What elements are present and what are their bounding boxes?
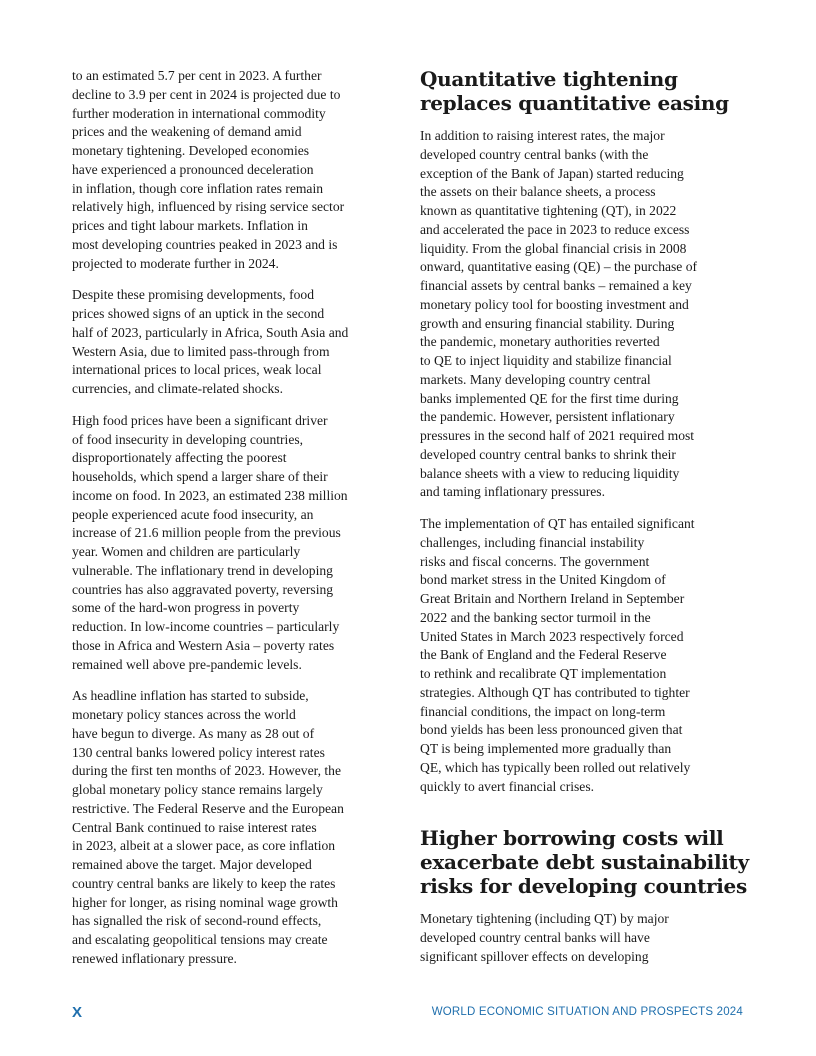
running-footer-title: WORLD ECONOMIC SITUATION AND PROSPECTS 2024 — [431, 1006, 743, 1018]
paragraph: The implementation of QT has entailed significant challenges, including financial instability risks and fiscal concerns. The government bond market stress in the United Kingdom of Great Britain and Northern Ireland in September 2022 and the banking sector turmoil in the United States in March 2023 respectively forced the Bank of England and the Federal Reserve to rethink and recalibrate QT implementation strategies. Although QT has contributed to tighter financial conditions, the impact on long-term bond yields has been less pronounced given that QT is being implemented more gradually than QE, which has typically been rolled out relatively quickly to avert financial crises. — [420, 516, 695, 794]
section-heading-borrowing-costs: Higher borrowing costs will exacerbate debt sustainability risks for developing countries — [420, 826, 749, 899]
section-heading-quantitative-tightening: Quantitative tightening replaces quantitative easing — [420, 67, 729, 115]
paragraph: High food prices have been a significant driver of food insecurity in developing countries, disproportionately affecting the poorest households, which spend a larger share of their income on food. In 2023, an estimated 238 million people experienced acute food insecurity, an increase of 21.6 million people from the previous year. Women and children are particularly vulnerable. The inflationary trend in developing countries has also aggravated poverty, reversing some of the hard-won progress in poverty reduction. In low-income countries – particularly those in Africa and Western Asia – poverty rates remained well above pre-pandemic levels. — [72, 412, 348, 672]
paragraph: Monetary tightening (including QT) by major developed country central banks will have significant spillover effects on developing — [420, 911, 669, 964]
right-column — [420, 67, 750, 980]
left-column — [72, 67, 402, 982]
paragraph: As headline inflation has started to subside, monetary policy stances across the world have begun to diverge. As many as 28 out of 130 central banks lowered policy interest rates during the first ten months of 2023. However, the global monetary policy stance remains largely restrictive. The Federal Reserve and the European Central Bank continued to raise interest rates in 2023, albeit at a slower pace, as core inflation remained above the target. Major developed country central banks are likely to keep the rates higher for longer, as rising nominal wage growth has signalled the risk of second-round effects, and escalating geopolitical tensions may create renewed inflationary pressure. — [72, 688, 344, 966]
page-number: X — [72, 1004, 83, 1021]
paragraph: In addition to raising interest rates, the major developed country central banks (with the exception of the Bank of Japan) started reducing the assets on their balance sheets, a process known as quantitative tightening (QT), in 2022 and accelerated the pace in 2023 to reduce excess liquidity. From the global financial crisis in 2008 onward, quantitative easing (QE) – the purchase of financial assets by central banks – remained a key monetary policy tool for boosting investment and growth and ensuring financial stability. During the pandemic, monetary authorities reverted to QE to inject liquidity and stabilize financial markets. Many developing country central banks implemented QE for the first time during the pandemic. However, persistent inflationary pressures in the second half of 2021 required most developed country central banks to shrink their balance sheets with a view to reducing liquidity and taming inflationary pressures. — [420, 128, 698, 500]
paragraph: Despite these promising developments, food prices showed signs of an uptick in the second half of 2023, particularly in Africa, South Asia and Western Asia, due to limited pass-through from international prices to local prices, weak local currencies, and climate-related shocks. — [72, 287, 349, 396]
paragraph: to an estimated 5.7 per cent in 2023. A further decline to 3.9 per cent in 2024 is projected due to further moderation in international commodity prices and the weakening of demand amid monetary tightening. Developed economies have experienced a pronounced deceleration in inflation, though core inflation rates remain relatively high, influenced by rising service sector prices and tight labour markets. Inflation in most developing countries peaked in 2023 and is projected to moderate further in 2024. — [72, 68, 345, 271]
